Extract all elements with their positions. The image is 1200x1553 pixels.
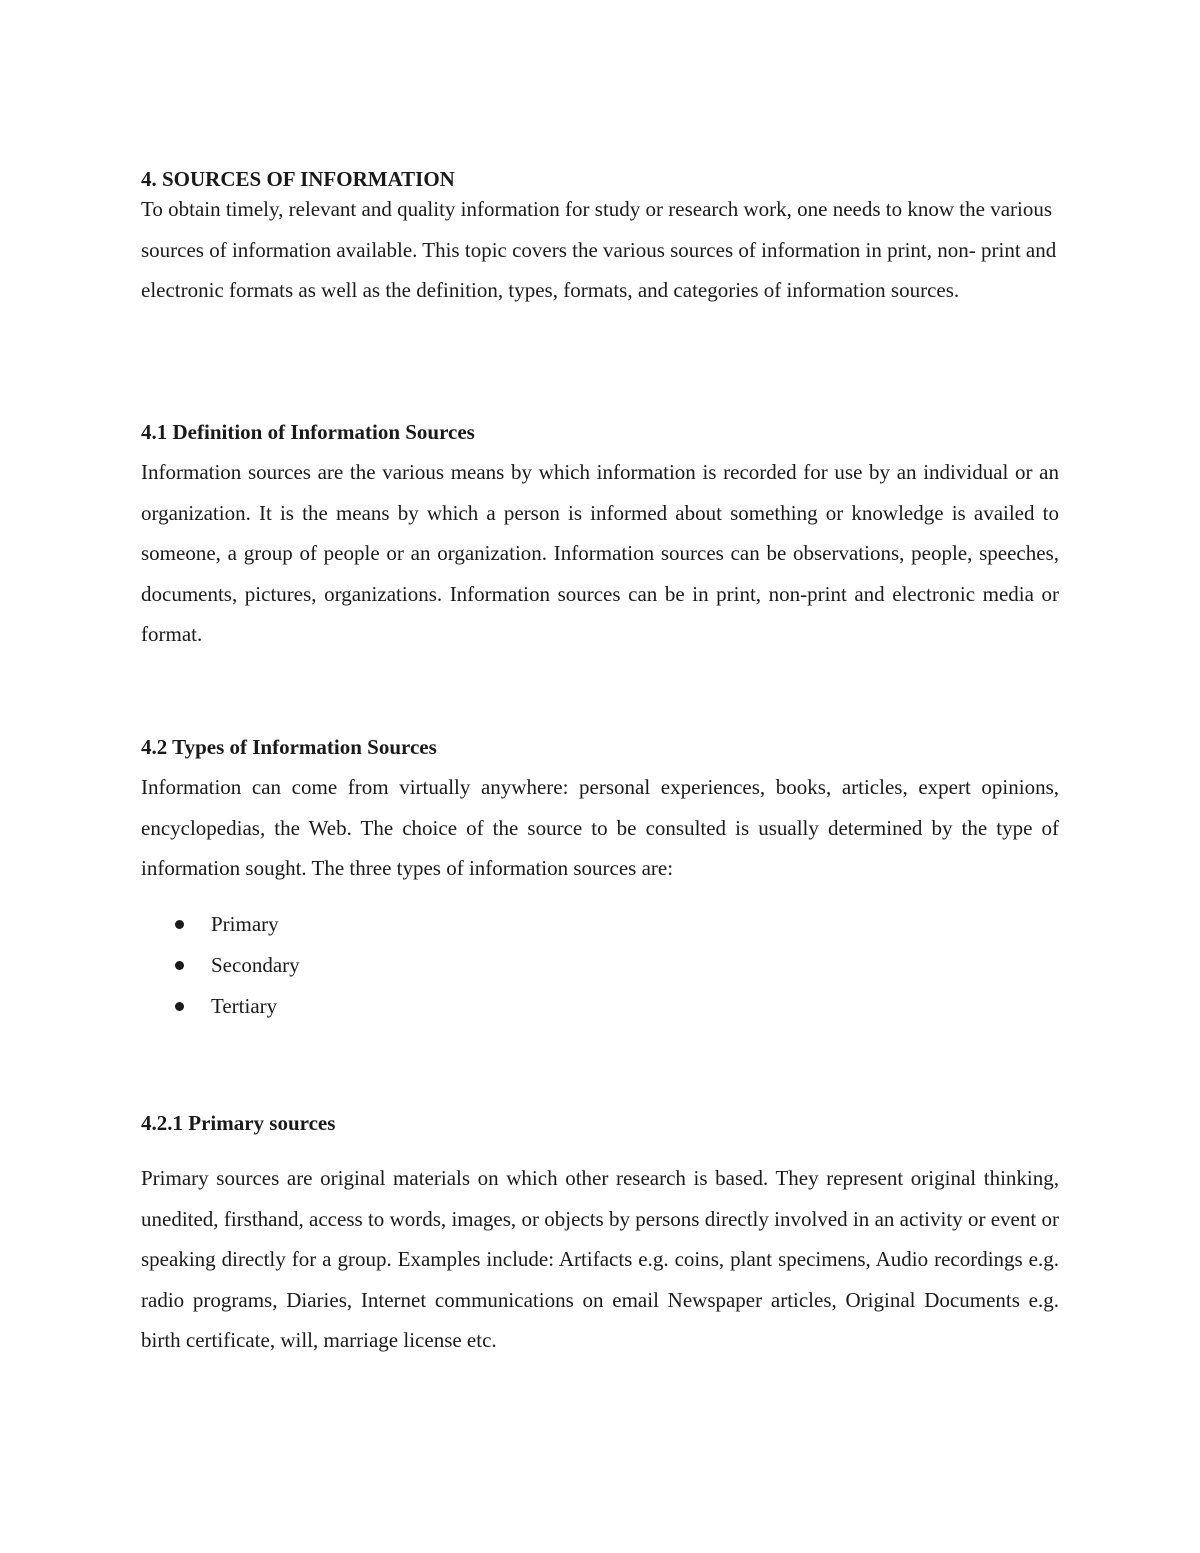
section-4-paragraph: To obtain timely, relevant and quality information for study or research work, one needs to know the various sources of information available. This topic covers the various sources of information in print, non- print and electronic formats as well as the definition, types, formats, and categories of information sources. — [141, 197, 1057, 302]
list-item-label: Secondary — [211, 953, 300, 977]
list-item-label: Primary — [211, 912, 279, 936]
information-types-list — [141, 904, 1059, 1027]
bullet-icon — [175, 961, 184, 970]
section-4-2-heading: 4.2 Types of Information Sources — [141, 735, 437, 759]
list-item — [141, 945, 1059, 986]
list-item — [141, 986, 1059, 1027]
list-item — [141, 904, 1059, 945]
section-4-2-paragraph: Information can come from virtually anywhere: personal experiences, books, articles, expert opinions, encyclopedias, the Web. The choice of the source to be consulted is usually determined by the type of information sought. The three types of information sources are: — [141, 775, 1059, 880]
section-4-1-heading: 4.1 Definition of Information Sources — [141, 420, 475, 444]
bullet-icon — [175, 920, 184, 929]
list-item-label: Tertiary — [211, 994, 278, 1018]
section-4-1-paragraph: Information sources are the various means by which information is recorded for use by an individual or an organization. It is the means by which a person is informed about something or knowledge is availed to someone, a group of people or an organization. Information sources can be observations, people, speeches, documents, pictures, organizations. Information sources can be in print, non-print and electronic media or format. — [141, 460, 1059, 646]
section-4-2-1-paragraph: Primary sources are original materials on which other research is based. They represent original thinking, unedited, firsthand, access to words, images, or objects by persons directly involved in an activity or event or speaking directly for a group. Examples include: Artifacts e.g. coins, plant specimens, Audio recordings e.g. radio programs, Diaries, Internet communications on email Newspaper articles, Original Documents e.g. birth certificate, will, marriage license etc. — [141, 1166, 1059, 1352]
section-4-2-1-heading: 4.2.1 Primary sources — [141, 1111, 336, 1135]
section-4-heading: 4. SOURCES OF INFORMATION — [141, 167, 455, 191]
bullet-icon — [175, 1002, 184, 1011]
